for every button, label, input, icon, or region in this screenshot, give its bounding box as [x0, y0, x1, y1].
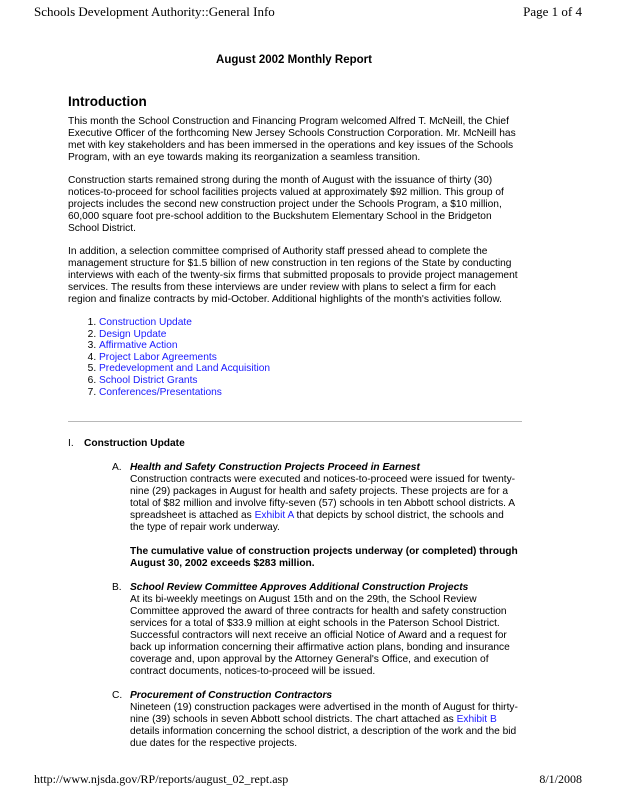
subsection-letter: A.: [112, 462, 122, 474]
toc-link-affirmative-action[interactable]: Affirmative Action: [99, 340, 178, 352]
toc-link-construction-update[interactable]: Construction Update: [99, 317, 192, 328]
exhibit-b-link[interactable]: Exhibit B: [456, 714, 497, 726]
toc-item: [99, 340, 520, 352]
toc-link-predevelopment[interactable]: Predevelopment and Land Acquisition: [99, 363, 271, 375]
subsection-c: [112, 690, 520, 750]
report-title: August 2002 Monthly Report: [216, 54, 372, 66]
toc-item: [99, 363, 520, 375]
text-segment: Nineteen (19) construction packages were advertised in the month of August for thirty-nine (39) schools in seven Abbott school districts. The chart attached as: [130, 702, 518, 726]
subsection-title: School Review Committee Approves Additional Construction Projects: [130, 582, 469, 594]
exhibit-a-link[interactable]: Exhibit A: [254, 510, 294, 522]
toc-item: [99, 387, 520, 399]
toc-item: [99, 329, 520, 341]
print-date: 8/1/2008: [539, 772, 582, 786]
toc-item: [99, 352, 520, 364]
subsection-text: At its bi-weekly meetings on August 15th and on the 29th, the School Review Committee approved the award of three contracts for health and safety construction services for a total of $33.9 million at eight schools in the Paterson School District. Successful contractors will next receive an official Notice of Award and a request for back up information concerning their affirmative action plans, bonding and insurance coverage and, upon approval by the Attorney General's Office, and execution of contract documents, notices-to-proceed will be issued.: [130, 594, 510, 678]
toc-link-project-labor-agreements[interactable]: Project Labor Agreements: [99, 351, 217, 363]
text-segment: Construction contracts were executed and notices-to-proceed were issued for twenty-nine (29) packages in August for health and safety projects. These projects are for a total of $82 million and involve fifty-seven (57) schools in ten Abbott school districts. A spreadsheet is attached as: [130, 474, 516, 522]
section-number: I.: [68, 438, 74, 450]
document-body: [68, 50, 520, 750]
text-segment: that depicts by school district, the schools and the type of repair work underway.: [130, 510, 504, 534]
subsection-title: Health and Safety Construction Projects Proceed in Earnest: [130, 462, 420, 474]
section-title: Construction Update: [84, 438, 185, 450]
toc-link-conferences[interactable]: Conferences/Presentations: [99, 386, 222, 398]
toc-link-school-district-grants[interactable]: School District Grants: [99, 374, 198, 386]
intro-paragraph-1: This month the School Construction and Financing Program welcomed Alfred T. McNeill, the Chief Executive Officer of the forthcoming New Jersey Schools Construction Corporation. Mr. McNeill has met with key stakeholders and has been immersed in the operations and key issues of the Schools Program, with an eye towards making its reorganization a seamless transition.: [68, 116, 516, 163]
subsection-text: [130, 474, 520, 534]
subsection-text: [130, 702, 520, 750]
intro-paragraph-3: In addition, a selection committee comprised of Authority staff pressed ahead to complete the management structure for $1.5 billion of new construction in ten regions of the State by conducting interviews with each of the twenty-six firms that submitted proposals to provide project management services. The results from these interviews are under review with plans to select a firm for each region and finalize contracts by mid-October. Additional highlights of the month's activities follow.: [68, 246, 518, 305]
page-header-title: Schools Development Authority::General Info: [34, 4, 275, 19]
section-heading-construction-update: [68, 438, 520, 450]
table-of-contents: [68, 317, 520, 398]
subsection-a: [112, 462, 520, 570]
toc-item: [99, 317, 520, 329]
subsection-letter: B.: [112, 582, 122, 594]
subsection-emphasis: The cumulative value of construction projects underway (or completed) through August 30, 2002 exceeds $283 million.: [130, 546, 518, 570]
toc-item: [99, 375, 520, 387]
subsection-letter: C.: [112, 690, 123, 702]
subsection-b: [112, 582, 520, 678]
text-segment: details information concerning the school district, a description of the work and the bid due dates for the respective projects.: [130, 726, 517, 750]
intro-paragraph-2: Construction starts remained strong during the month of August with the issuance of thirty (30) notices-to-proceed for school facilities projects valued at approximately $92 million. This group of projects includes the second new construction project under the Schools Program, a $10 million, 60,000 square foot pre-school addition to the Buckshutem Elementary School in the Bridgeton School District.: [68, 175, 504, 234]
toc-link-design-update[interactable]: Design Update: [99, 328, 167, 340]
page-url: http://www.njsda.gov/RP/reports/august_02_rept.asp: [34, 772, 289, 786]
intro-heading: Introduction: [68, 94, 147, 109]
section-divider: [68, 421, 522, 422]
subsection-title: Procurement of Construction Contractors: [130, 690, 333, 702]
page-number: Page 1 of 4: [523, 4, 582, 19]
